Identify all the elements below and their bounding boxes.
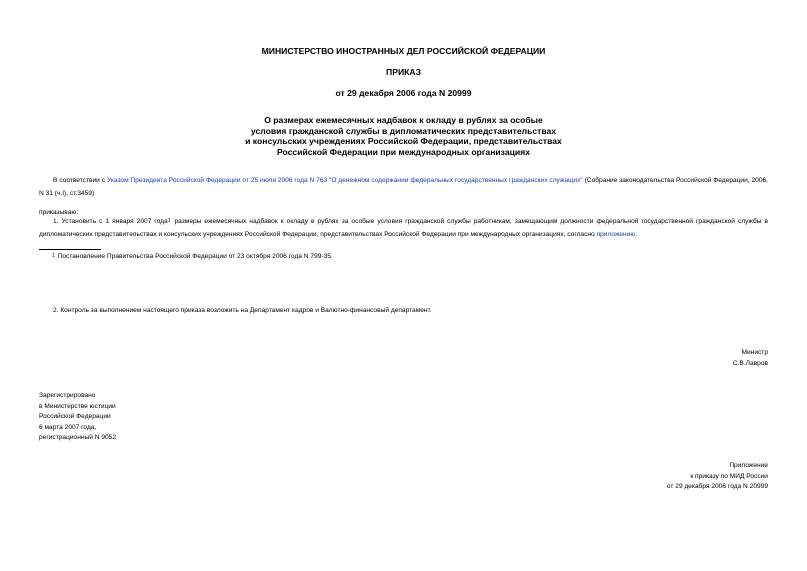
doc-date-number: от 29 декабря 2006 года N 20999 <box>335 88 472 98</box>
item-1-text-body: размеры ежемесячных надбавок к окладу в рублях за особые условия гражданской службы работникам, замещающим должности федеральной государственной гражданской службы в дипломатических представительствах и консульских учреждениях Российской Федерации, представительствах Российской Федерации при международных организациях, согласно <box>39 218 769 238</box>
presidential-decree-link[interactable]: Указом Президента Российской Федерации от 25 июля 2006 года N 763 "О денежном содержании федеральных государственных гражданских служащих" <box>106 177 583 184</box>
item-1-paragraph <box>39 216 768 241</box>
appendix-link[interactable]: приложению <box>596 230 636 238</box>
ministry-heading: МИНИСТЕРСТВО ИНОСТРАННЫХ ДЕЛ РОССИЙСКОЙ ФЕДЕРАЦИИ <box>261 46 546 56</box>
signatory-position: Министр <box>741 349 768 356</box>
registration-line: регистрационный N 9052 <box>39 434 117 441</box>
appendix-line: Приложение <box>729 462 768 469</box>
preamble-text-start: В соответствии с <box>53 177 107 184</box>
appendix-line: к приказу по МИД России <box>690 472 768 480</box>
subject-line: условия гражданской службы в дипломатических представительствах <box>250 125 557 136</box>
preamble-text-end: (Собрание законодательства Российской Федерации, 2006, N 31 (ч.I), ст.3459) <box>39 177 769 197</box>
subject-line: и консульских учреждениях Российской Федерации, представительствах <box>245 136 562 146</box>
order-word: приказываю: <box>39 209 79 216</box>
signatory-name: С.В.Лавров <box>732 360 768 367</box>
footnote-text <box>52 252 333 262</box>
subject-line: О размерах ежемесячных надбавок к окладу в рублях за особые <box>264 115 543 125</box>
order-subject <box>0 115 807 157</box>
signature-block <box>733 347 768 369</box>
subject-line: Российской Федерации при международных организациях <box>277 146 530 157</box>
footnote-divider <box>39 249 101 250</box>
registration-line: Зарегистрировано <box>39 392 96 399</box>
registration-line: в Министерстве юстиции <box>39 402 116 410</box>
item-1-text-start: 1. Установить с 1 января 2007 года <box>53 218 168 225</box>
item-2-paragraph: 2. Контроль за выполнением настоящего приказа возложить на Департамент кадров и Валютно-финансовый департамент. <box>53 307 432 314</box>
appendix-line: от 29 декабря 2006 года N 20999 <box>666 483 768 490</box>
footnote-body: Постановление Правительства Российской Федерации от 23 октября 2006 года N 799-35. <box>55 253 333 260</box>
appendix-header <box>667 461 768 493</box>
footnote-number: 1 <box>52 253 55 259</box>
registration-line: Российской Федерации <box>39 413 111 420</box>
registration-line: 6 марта 2007 года, <box>39 423 97 431</box>
preamble-paragraph <box>39 175 768 200</box>
item-1-text-end: . <box>635 230 638 238</box>
registration-block <box>39 391 116 444</box>
footnote-mark: 1 <box>167 218 171 224</box>
doc-type-heading: ПРИКАЗ <box>386 67 421 77</box>
